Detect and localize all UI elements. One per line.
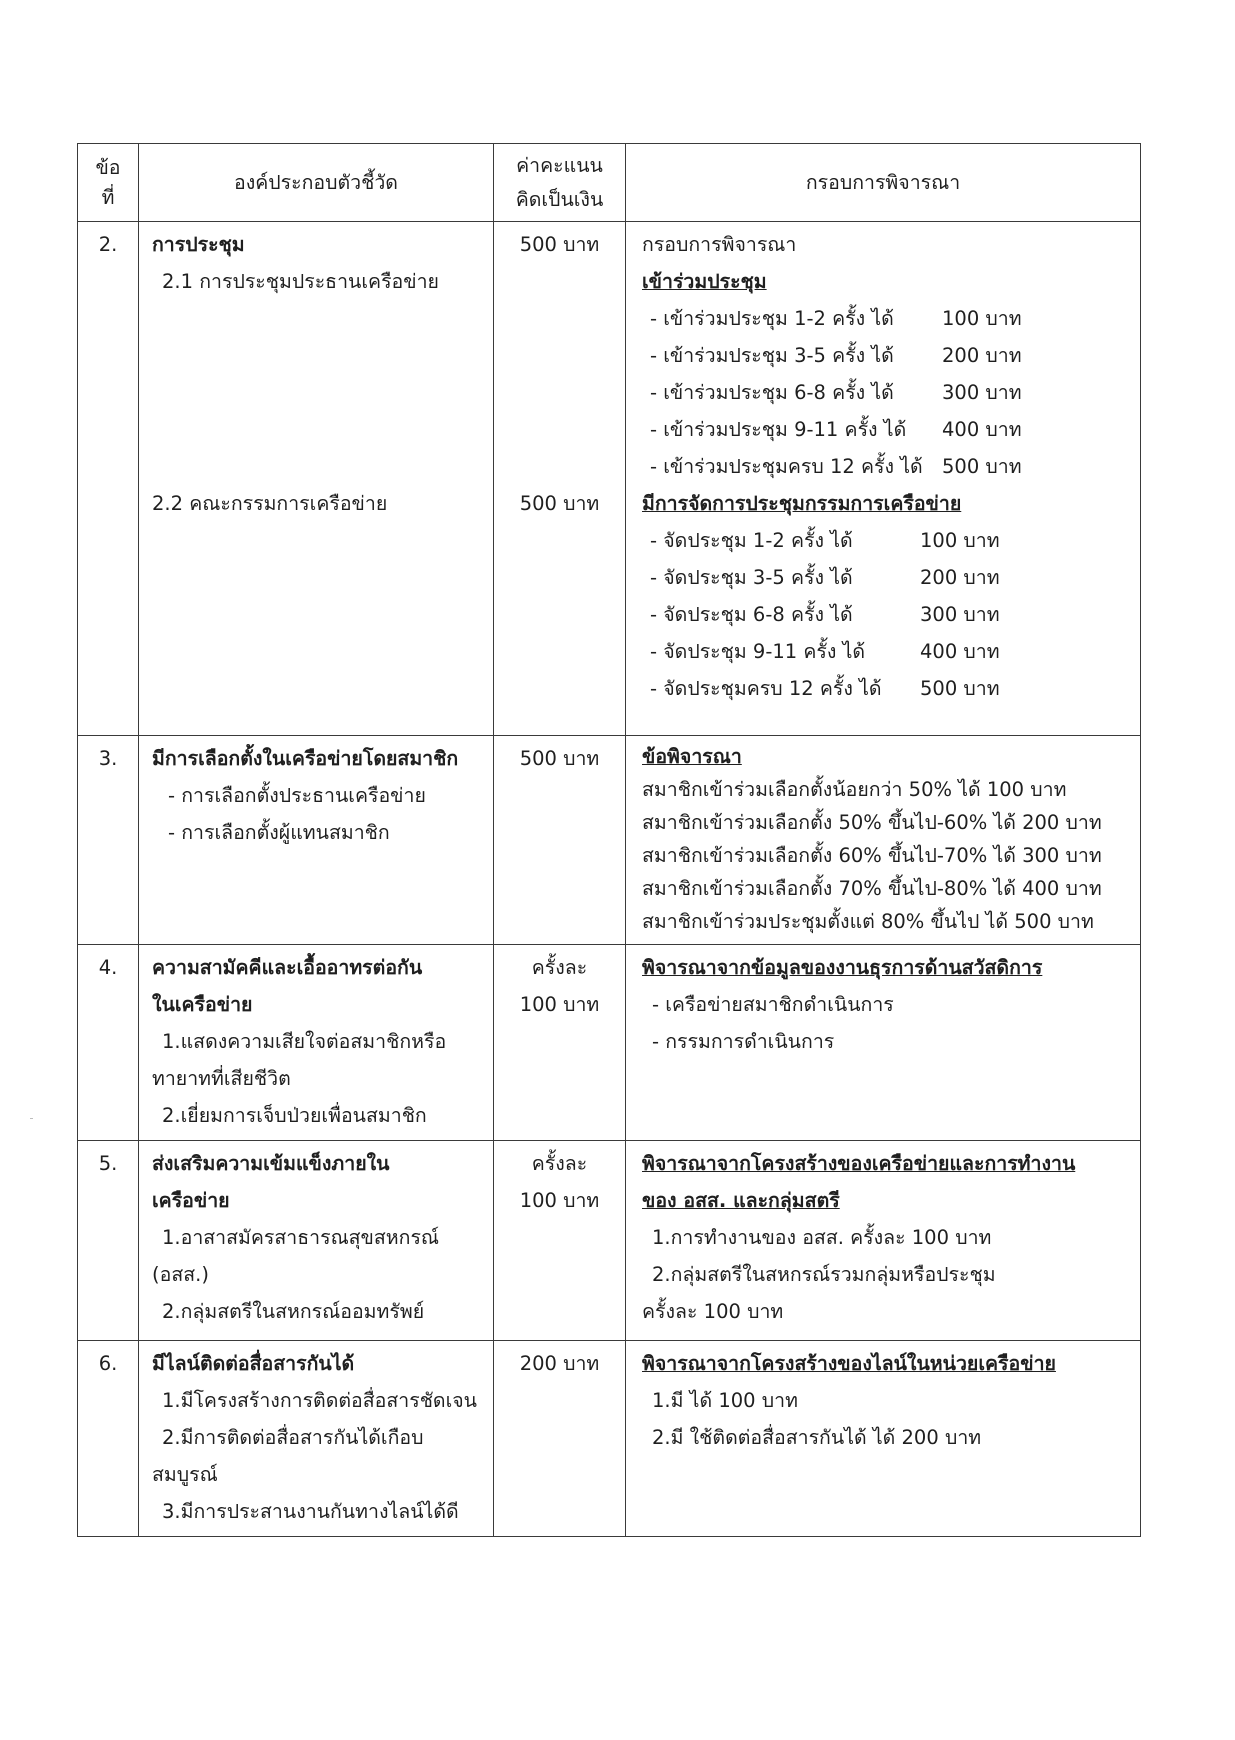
criteria-intro: กรอบการพิจารณา <box>642 233 797 256</box>
header-no-line2: ที่ <box>101 185 115 209</box>
row-number: 2. <box>78 222 139 736</box>
criteria-line: 2.กลุ่มสตรีในสหกรณ์รวมกลุ่มหรือประชุม <box>652 1263 996 1286</box>
criteria-line: - เครือข่ายสมาชิกดำเนินการ <box>652 993 894 1016</box>
row-sub-item: 1.มีโครงสร้างการติดต่อสื่อสารชัดเจน <box>162 1389 478 1412</box>
criteria-item <box>642 448 1132 485</box>
table-row <box>78 945 1141 1141</box>
row-criteria <box>626 736 1141 945</box>
row-component <box>139 1341 494 1537</box>
criteria-item <box>642 374 1132 411</box>
row-number: 4. <box>78 945 139 1141</box>
criteria-line: 1.มี ได้ 100 บาท <box>652 1389 798 1412</box>
row-sub-item: 1.อาสาสมัครสาธารณสุขสหกรณ์ <box>162 1226 440 1249</box>
row-number: 5. <box>78 1141 139 1341</box>
row-sub-item: 2.2 คณะกรรมการเครือข่าย <box>152 492 388 515</box>
row-title: มีการเลือกตั้งในเครือข่ายโดยสมาชิก <box>152 747 459 770</box>
criteria-item-label: - จัดประชุม 1-2 ครั้ง ได้ <box>650 529 853 552</box>
criteria-group-title: มีการจัดการประชุมกรรมการเครือข่าย <box>642 492 962 515</box>
row-component <box>139 1141 494 1341</box>
row-amount: 500 บาท <box>494 736 626 945</box>
amount-value: ครั้งละ <box>531 956 588 979</box>
table-row <box>78 1341 1141 1537</box>
criteria-group-title: ข้อพิจารณา <box>642 745 742 768</box>
criteria-table <box>77 143 1141 1537</box>
criteria-item-label: - จัดประชุม 9-11 ครั้ง ได้ <box>650 640 866 663</box>
criteria-item-value: 200 บาท <box>920 566 1000 589</box>
row-sub-item: 2.กลุ่มสตรีในสหกรณ์ออมทรัพย์ <box>162 1300 425 1323</box>
criteria-item <box>642 337 1132 374</box>
row-title: มีไลน์ติดต่อสื่อสารกันได้ <box>152 1352 355 1375</box>
header-score-line1: ค่าคะแนน <box>516 153 603 177</box>
criteria-item-value: 300 บาท <box>942 381 1022 404</box>
row-sub-item: - การเลือกตั้งประธานเครือข่าย <box>168 784 426 807</box>
row-sub-item: สมบูรณ์ <box>152 1463 218 1486</box>
criteria-item-value: 500 บาท <box>942 455 1022 478</box>
row-sub-item: ทายาทที่เสียชีวิต <box>152 1067 291 1090</box>
table-row <box>78 736 1141 945</box>
criteria-item-label: - จัดประชุมครบ 12 ครั้ง ได้ <box>650 677 882 700</box>
criteria-item <box>642 300 1132 337</box>
criteria-line: 1.การทำงานของ อสส. ครั้งละ 100 บาท <box>652 1226 992 1249</box>
row-component <box>139 736 494 945</box>
amount-value: 100 บาท <box>519 1189 600 1212</box>
criteria-line: สมาชิกเข้าร่วมเลือกตั้ง 60% ขึ้นไป-70% ได้ 300 บาท <box>642 844 1102 867</box>
row-amount <box>494 945 626 1141</box>
criteria-group-title: พิจารณาจากข้อมูลของงานธุรการด้านสวัสดิการ <box>642 956 1043 979</box>
row-sub-item: (อสส.) <box>152 1263 209 1286</box>
table-row <box>78 1141 1141 1341</box>
row-sub-item: 2.เยี่ยมการเจ็บป่วยเพื่อนสมาชิก <box>162 1104 427 1127</box>
amount-value: 500 บาท <box>519 233 600 256</box>
row-component <box>139 222 494 736</box>
scan-speck <box>30 1118 33 1119</box>
row-title: ส่งเสริมความเข้มแข็งภายใน <box>152 1152 390 1175</box>
row-criteria <box>626 222 1141 736</box>
header-component: องค์ประกอบตัวชี้วัด <box>139 144 494 222</box>
criteria-item <box>642 411 1132 448</box>
criteria-group-title: ของ อสส. และกลุ่มสตรี <box>642 1189 840 1212</box>
header-no-line1: ข้อ <box>95 155 121 179</box>
row-amount: 200 บาท <box>494 1341 626 1537</box>
criteria-group-title: เข้าร่วมประชุม <box>642 270 767 293</box>
amount-value: 500 บาท <box>519 492 600 515</box>
criteria-item-value: 500 บาท <box>920 677 1000 700</box>
table-row <box>78 222 1141 736</box>
criteria-item-value: 300 บาท <box>920 603 1000 626</box>
row-title: ในเครือข่าย <box>152 993 253 1016</box>
row-title: การประชุม <box>152 233 245 256</box>
criteria-item <box>642 670 1132 707</box>
criteria-item-value: 400 บาท <box>942 418 1022 441</box>
row-sub-item: 2.1 การประชุมประธานเครือข่าย <box>162 270 439 293</box>
row-title: ความสามัคคีและเอื้ออาทรต่อกัน <box>152 956 423 979</box>
table-header-row <box>78 144 1141 222</box>
row-amount <box>494 222 626 736</box>
criteria-item-label: - เข้าร่วมประชุมครบ 12 ครั้ง ได้ <box>650 455 923 478</box>
criteria-line: สมาชิกเข้าร่วมเลือกตั้งน้อยกว่า 50% ได้ 100 บาท <box>642 778 1067 801</box>
row-criteria <box>626 1141 1141 1341</box>
criteria-item-value: 100 บาท <box>942 307 1022 330</box>
row-sub-item: 3.มีการประสานงานกันทางไลน์ได้ดี <box>162 1500 459 1523</box>
criteria-line: 2.มี ใช้ติดต่อสื่อสารกันได้ ได้ 200 บาท <box>652 1426 982 1449</box>
criteria-item-label: - เข้าร่วมประชุม 6-8 ครั้ง ได้ <box>650 381 894 404</box>
criteria-item-label: - เข้าร่วมประชุม 3-5 ครั้ง ได้ <box>650 344 894 367</box>
row-title: เครือข่าย <box>152 1189 230 1212</box>
criteria-item-label: - เข้าร่วมประชุม 9-11 ครั้ง ได้ <box>650 418 907 441</box>
criteria-line: สมาชิกเข้าร่วมเลือกตั้ง 50% ขึ้นไป-60% ได้ 200 บาท <box>642 811 1102 834</box>
criteria-item-value: 400 บาท <box>920 640 1000 663</box>
criteria-item-label: - จัดประชุม 3-5 ครั้ง ได้ <box>650 566 853 589</box>
row-criteria <box>626 945 1141 1141</box>
criteria-line: สมาชิกเข้าร่วมเลือกตั้ง 70% ขึ้นไป-80% ได้ 400 บาท <box>642 877 1102 900</box>
criteria-group-title: พิจารณาจากโครงสร้างของไลน์ในหน่วยเครือข่าย <box>642 1352 1056 1375</box>
row-number: 6. <box>78 1341 139 1537</box>
criteria-item-value: 200 บาท <box>942 344 1022 367</box>
criteria-item-label: - จัดประชุม 6-8 ครั้ง ได้ <box>650 603 853 626</box>
criteria-line: ครั้งละ 100 บาท <box>642 1300 784 1323</box>
row-criteria <box>626 1341 1141 1537</box>
amount-value: 100 บาท <box>519 993 600 1016</box>
criteria-item <box>642 559 1132 596</box>
criteria-item-value: 100 บาท <box>920 529 1000 552</box>
criteria-item <box>642 633 1132 670</box>
row-sub-item: 1.แสดงความเสียใจต่อสมาชิกหรือ <box>162 1030 447 1053</box>
amount-value: ครั้งละ <box>531 1152 588 1175</box>
row-sub-item: - การเลือกตั้งผู้แทนสมาชิก <box>168 821 390 844</box>
criteria-line: สมาชิกเข้าร่วมประชุมตั้งแต่ 80% ขึ้นไป ได้ 500 บาท <box>642 910 1094 933</box>
row-number: 3. <box>78 736 139 945</box>
row-amount <box>494 1141 626 1341</box>
header-score <box>494 144 626 222</box>
row-component <box>139 945 494 1141</box>
header-score-line2: คิดเป็นเงิน <box>515 187 604 211</box>
criteria-item <box>642 596 1132 633</box>
criteria-group-title: พิจารณาจากโครงสร้างของเครือข่ายและการทำงาน <box>642 1152 1076 1175</box>
header-no <box>78 144 139 222</box>
row-sub-item: 2.มีการติดต่อสื่อสารกันได้เกือบ <box>162 1426 424 1449</box>
header-criteria: กรอบการพิจารณา <box>626 144 1141 222</box>
criteria-line: - กรรมการดำเนินการ <box>652 1030 835 1053</box>
criteria-item-label: - เข้าร่วมประชุม 1-2 ครั้ง ได้ <box>650 307 894 330</box>
criteria-item <box>642 522 1132 559</box>
